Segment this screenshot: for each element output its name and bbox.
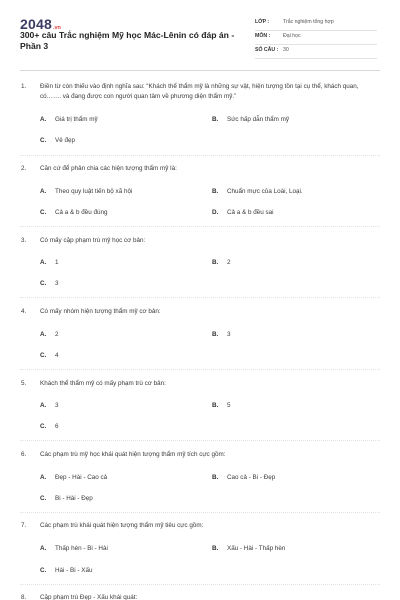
answer-option[interactable] (40, 566, 92, 575)
option-letter: C. (40, 423, 47, 430)
option-text: Cả a & b đều sai (227, 209, 274, 216)
meta-label: SỐ CÂU : (255, 47, 279, 53)
option-letter: A. (40, 259, 47, 266)
meta-row-subject (255, 30, 377, 45)
option-letter: C. (40, 352, 47, 359)
option-letter: C. (40, 137, 47, 144)
answer-option[interactable] (40, 187, 132, 196)
question-number: 3. (21, 237, 27, 244)
option-letter: C. (40, 280, 47, 287)
question-text: Các phạm trù khái quát hiện tượng thẩm mỹ tiêu cực gồm: (40, 522, 204, 529)
answer-option[interactable] (212, 115, 289, 124)
option-letter: C. (40, 495, 47, 502)
option-text: 2 (227, 259, 231, 266)
option-text: Giá trị thẩm mỹ (55, 116, 98, 123)
answer-option[interactable] (40, 115, 98, 124)
answer-option[interactable] (212, 258, 231, 267)
question-number: 8. (21, 594, 27, 600)
question-number: 2. (21, 165, 27, 172)
question-number: 4. (21, 308, 27, 315)
answer-option[interactable] (40, 401, 59, 410)
option-letter: C. (40, 567, 47, 574)
option-text: 4 (55, 352, 59, 359)
option-text: Theo quy luật tiến bộ xã hội (55, 188, 133, 195)
option-letter: B. (212, 188, 219, 195)
option-text: Hài - Bi - Xấu (55, 567, 93, 574)
option-text: Xấu - Hài - Thấp hèn (227, 545, 286, 552)
option-text: Bi - Hài - Đẹp (55, 495, 93, 502)
option-letter: D. (212, 209, 219, 216)
document-title: 300+ câu Trắc nghiệm Mỹ học Mác-Lênin có đáp án - Phần 3 (20, 30, 235, 51)
option-letter: B. (212, 259, 219, 266)
option-text: 3 (55, 280, 59, 287)
question-divider (20, 155, 380, 156)
question-text: Các phạm trù mỹ học khái quát hiện tượng thẩm mỹ tích cực gồm: (40, 451, 226, 458)
option-text: Sức hấp dẫn thẩm mỹ (227, 116, 289, 123)
answer-option[interactable] (212, 401, 231, 410)
option-text: Đẹp - Hài - Cao cả (55, 474, 108, 481)
option-letter: B. (212, 474, 219, 481)
meta-value: Đại học (283, 33, 301, 39)
option-text: 3 (227, 331, 231, 338)
answer-option[interactable] (40, 544, 108, 553)
option-text: Vẻ đẹp (55, 137, 75, 144)
question-text: Cặp phạm trù Đẹp - Xấu khái quát: (40, 594, 138, 600)
option-text: 2 (55, 331, 59, 338)
question-text: Căn cứ để phân chia các hiện tượng thẩm mỹ là: (40, 165, 177, 172)
answer-option[interactable] (212, 544, 285, 553)
meta-value: Trắc nghiệm tổng hợp (283, 19, 334, 25)
option-text: 5 (227, 402, 231, 409)
option-letter: A. (40, 188, 47, 195)
option-text: Thấp hèn - Bi - Hài (55, 545, 108, 552)
meta-label: LỚP : (255, 19, 270, 25)
answer-option[interactable] (40, 136, 75, 145)
answer-option[interactable] (40, 208, 108, 217)
logo-main-text: 2048 (20, 16, 52, 32)
header-divider (20, 70, 380, 71)
meta-row-count (255, 44, 377, 59)
question-number: 7. (21, 522, 27, 529)
question-number: 6. (21, 451, 27, 458)
option-letter: A. (40, 402, 47, 409)
option-letter: B. (212, 545, 219, 552)
answer-option[interactable] (40, 279, 59, 288)
answer-option[interactable] (40, 494, 93, 503)
question-text: Có mấy cặp phạm trù mỹ học cơ bản: (40, 237, 146, 244)
question-divider (20, 297, 380, 298)
question-divider (20, 512, 380, 513)
answer-option[interactable] (40, 473, 107, 482)
answer-option[interactable] (212, 330, 231, 339)
question-divider (20, 440, 380, 441)
question-number: 1. (21, 83, 27, 90)
option-text: 3 (55, 402, 59, 409)
question-divider (20, 584, 380, 585)
question-text: Điền từ còn thiếu vào định nghĩa sau: “Khách thể thẩm mỹ là những sự vật, hiện tượng tồn tại cụ thể, khách quan, có……. và đang được con người quan tâm về phương diện thẩm mỹ.” (40, 83, 359, 100)
option-letter: A. (40, 545, 47, 552)
option-letter: A. (40, 116, 47, 123)
answer-option[interactable] (212, 187, 303, 196)
meta-row-class (255, 16, 377, 31)
answer-option[interactable] (40, 351, 59, 360)
option-text: Chuẩn mực của Loài, Loại. (227, 188, 303, 195)
answer-option[interactable] (40, 422, 59, 431)
answer-option[interactable] (212, 208, 274, 217)
option-letter: B. (212, 331, 219, 338)
option-text: 1 (55, 259, 59, 266)
logo-tld-text: .vn (52, 25, 61, 31)
option-letter: C. (40, 209, 47, 216)
question-text: Khách thể thẩm mỹ có mấy phạm trù cơ bản: (40, 380, 166, 387)
meta-value: 30 (283, 47, 289, 53)
question-divider (20, 226, 380, 227)
option-letter: A. (40, 474, 47, 481)
question-text: Có mấy nhóm hiện tượng thẩm mỹ cơ bản: (40, 308, 161, 315)
answer-option[interactable] (212, 473, 275, 482)
option-text: 6 (55, 423, 59, 430)
option-letter: A. (40, 331, 47, 338)
option-letter: B. (212, 402, 219, 409)
answer-option[interactable] (40, 258, 59, 267)
option-letter: B. (212, 116, 219, 123)
answer-option[interactable] (40, 330, 59, 339)
option-text: Cả a & b đều đúng (55, 209, 108, 216)
question-divider (20, 369, 380, 370)
option-text: Cao cả - Bi - Đẹp (227, 474, 276, 481)
question-number: 5. (21, 380, 27, 387)
meta-label: MÔN : (255, 33, 271, 39)
